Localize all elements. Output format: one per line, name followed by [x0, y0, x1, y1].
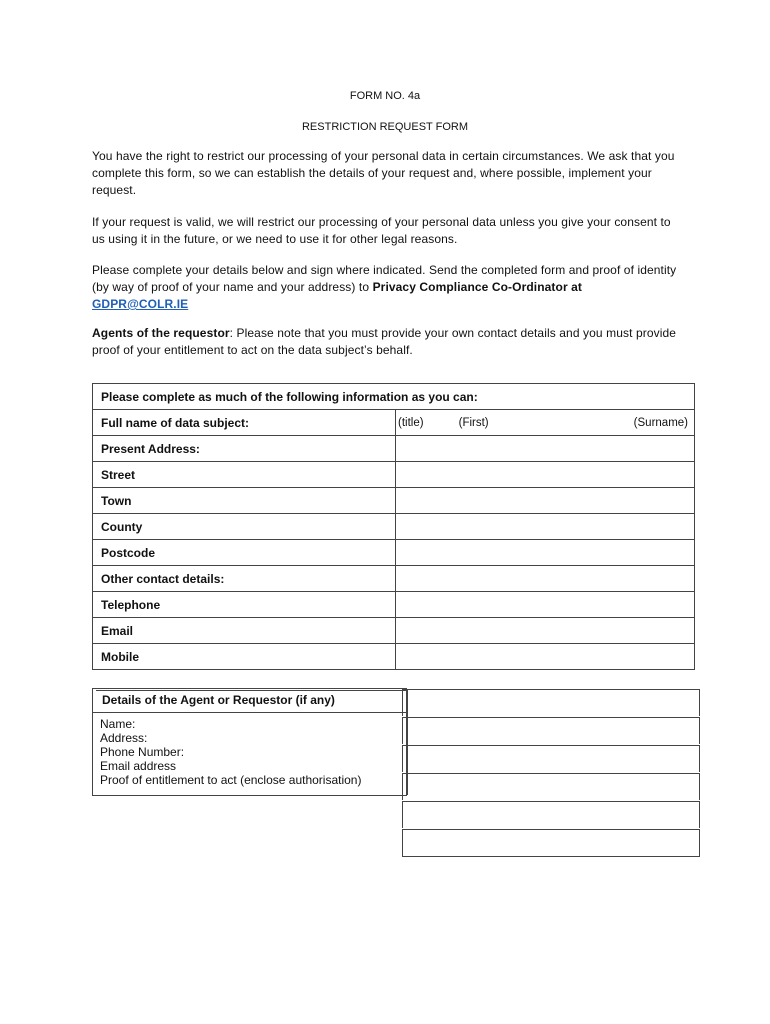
title-col-label: (title) — [398, 416, 424, 429]
subject-details-table — [92, 383, 695, 670]
email-link[interactable]: GDPR@COLR.IE — [92, 297, 189, 311]
agents-label: Agents of the requestor — [92, 326, 230, 340]
form-title: RESTRICTION REQUEST FORM — [301, 121, 469, 133]
mobile-input[interactable] — [396, 644, 695, 670]
table-row — [93, 488, 695, 514]
county-input[interactable] — [396, 514, 695, 540]
agent-name-input[interactable] — [402, 717, 700, 744]
name-input-cell[interactable] — [396, 410, 695, 436]
row-label: Mobile — [93, 644, 396, 670]
intro-paragraph-4 — [92, 325, 682, 359]
intro-text-1: You have the right to restrict our processing of your personal data in certain circumstances. We ask that you complete this form, so we can establish the details of your request and, where possible, implement your request. — [92, 149, 675, 197]
agent-name-label: Name: — [100, 717, 136, 731]
row-label: Telephone — [93, 592, 396, 618]
form-number: FORM NO. 4a — [349, 90, 421, 102]
other-contact-input[interactable] — [396, 566, 695, 592]
table-row — [93, 462, 695, 488]
row-label: Present Address: — [93, 436, 396, 462]
row-label: Email — [93, 618, 396, 644]
intro-paragraph-2 — [92, 214, 682, 248]
postcode-input[interactable] — [396, 540, 695, 566]
table-row — [93, 514, 695, 540]
email-input[interactable] — [396, 618, 695, 644]
table-row — [93, 436, 695, 462]
intro-paragraph-3 — [92, 262, 682, 313]
table-row — [93, 618, 695, 644]
row-label: Other contact details: — [93, 566, 396, 592]
present-address-input[interactable] — [396, 436, 695, 462]
agent-field-list — [100, 717, 361, 787]
agent-address-input[interactable] — [402, 745, 700, 772]
table-row — [93, 644, 695, 670]
table-row — [93, 410, 695, 436]
table-header: Please complete as much of the following information as you can: — [93, 384, 695, 410]
intro-text-3: Please complete your details below and sign where indicated. Send the completed form and proof of identity (by way of proof of your name and your address) to — [92, 263, 677, 294]
agent-details-box — [92, 688, 407, 796]
agent-phone-input[interactable] — [402, 773, 700, 800]
street-input[interactable] — [396, 462, 695, 488]
row-label: County — [93, 514, 396, 540]
name-label: Full name of data subject: — [93, 410, 396, 436]
row-label: Town — [93, 488, 396, 514]
surname-col-label: (Surname) — [633, 416, 688, 429]
agent-email-label: Email address — [100, 759, 177, 773]
row-label: Postcode — [93, 540, 396, 566]
table-row — [93, 540, 695, 566]
agent-email-input[interactable] — [402, 801, 700, 828]
agent-phone-label: Phone Number: — [100, 745, 185, 759]
agent-proof-label: Proof of entitlement to act (enclose authorisation) — [100, 773, 362, 787]
agent-input-box[interactable] — [402, 689, 700, 716]
agent-section-header: Details of the Agent or Requestor (if any) — [93, 689, 406, 713]
telephone-input[interactable] — [396, 592, 695, 618]
agents-text: : Please note that you must provide your own contact details and you must provide proof of your entitlement to act on the data subject’s behalf. — [92, 326, 677, 357]
agent-proof-input[interactable] — [402, 829, 700, 857]
intro-paragraph-1 — [92, 148, 682, 199]
table-row — [93, 566, 695, 592]
intro-text-2: If your request is valid, we will restrict our processing of your personal data unless you give your consent to us using it in the future, or we need to use it for other legal reasons. — [92, 215, 671, 246]
row-label: Street — [93, 462, 396, 488]
first-col-label: (First) — [458, 416, 489, 429]
agent-address-label: Address: — [100, 731, 148, 745]
town-input[interactable] — [396, 488, 695, 514]
table-row — [93, 592, 695, 618]
compliance-officer: Privacy Compliance Co-Ordinator at — [372, 280, 583, 294]
